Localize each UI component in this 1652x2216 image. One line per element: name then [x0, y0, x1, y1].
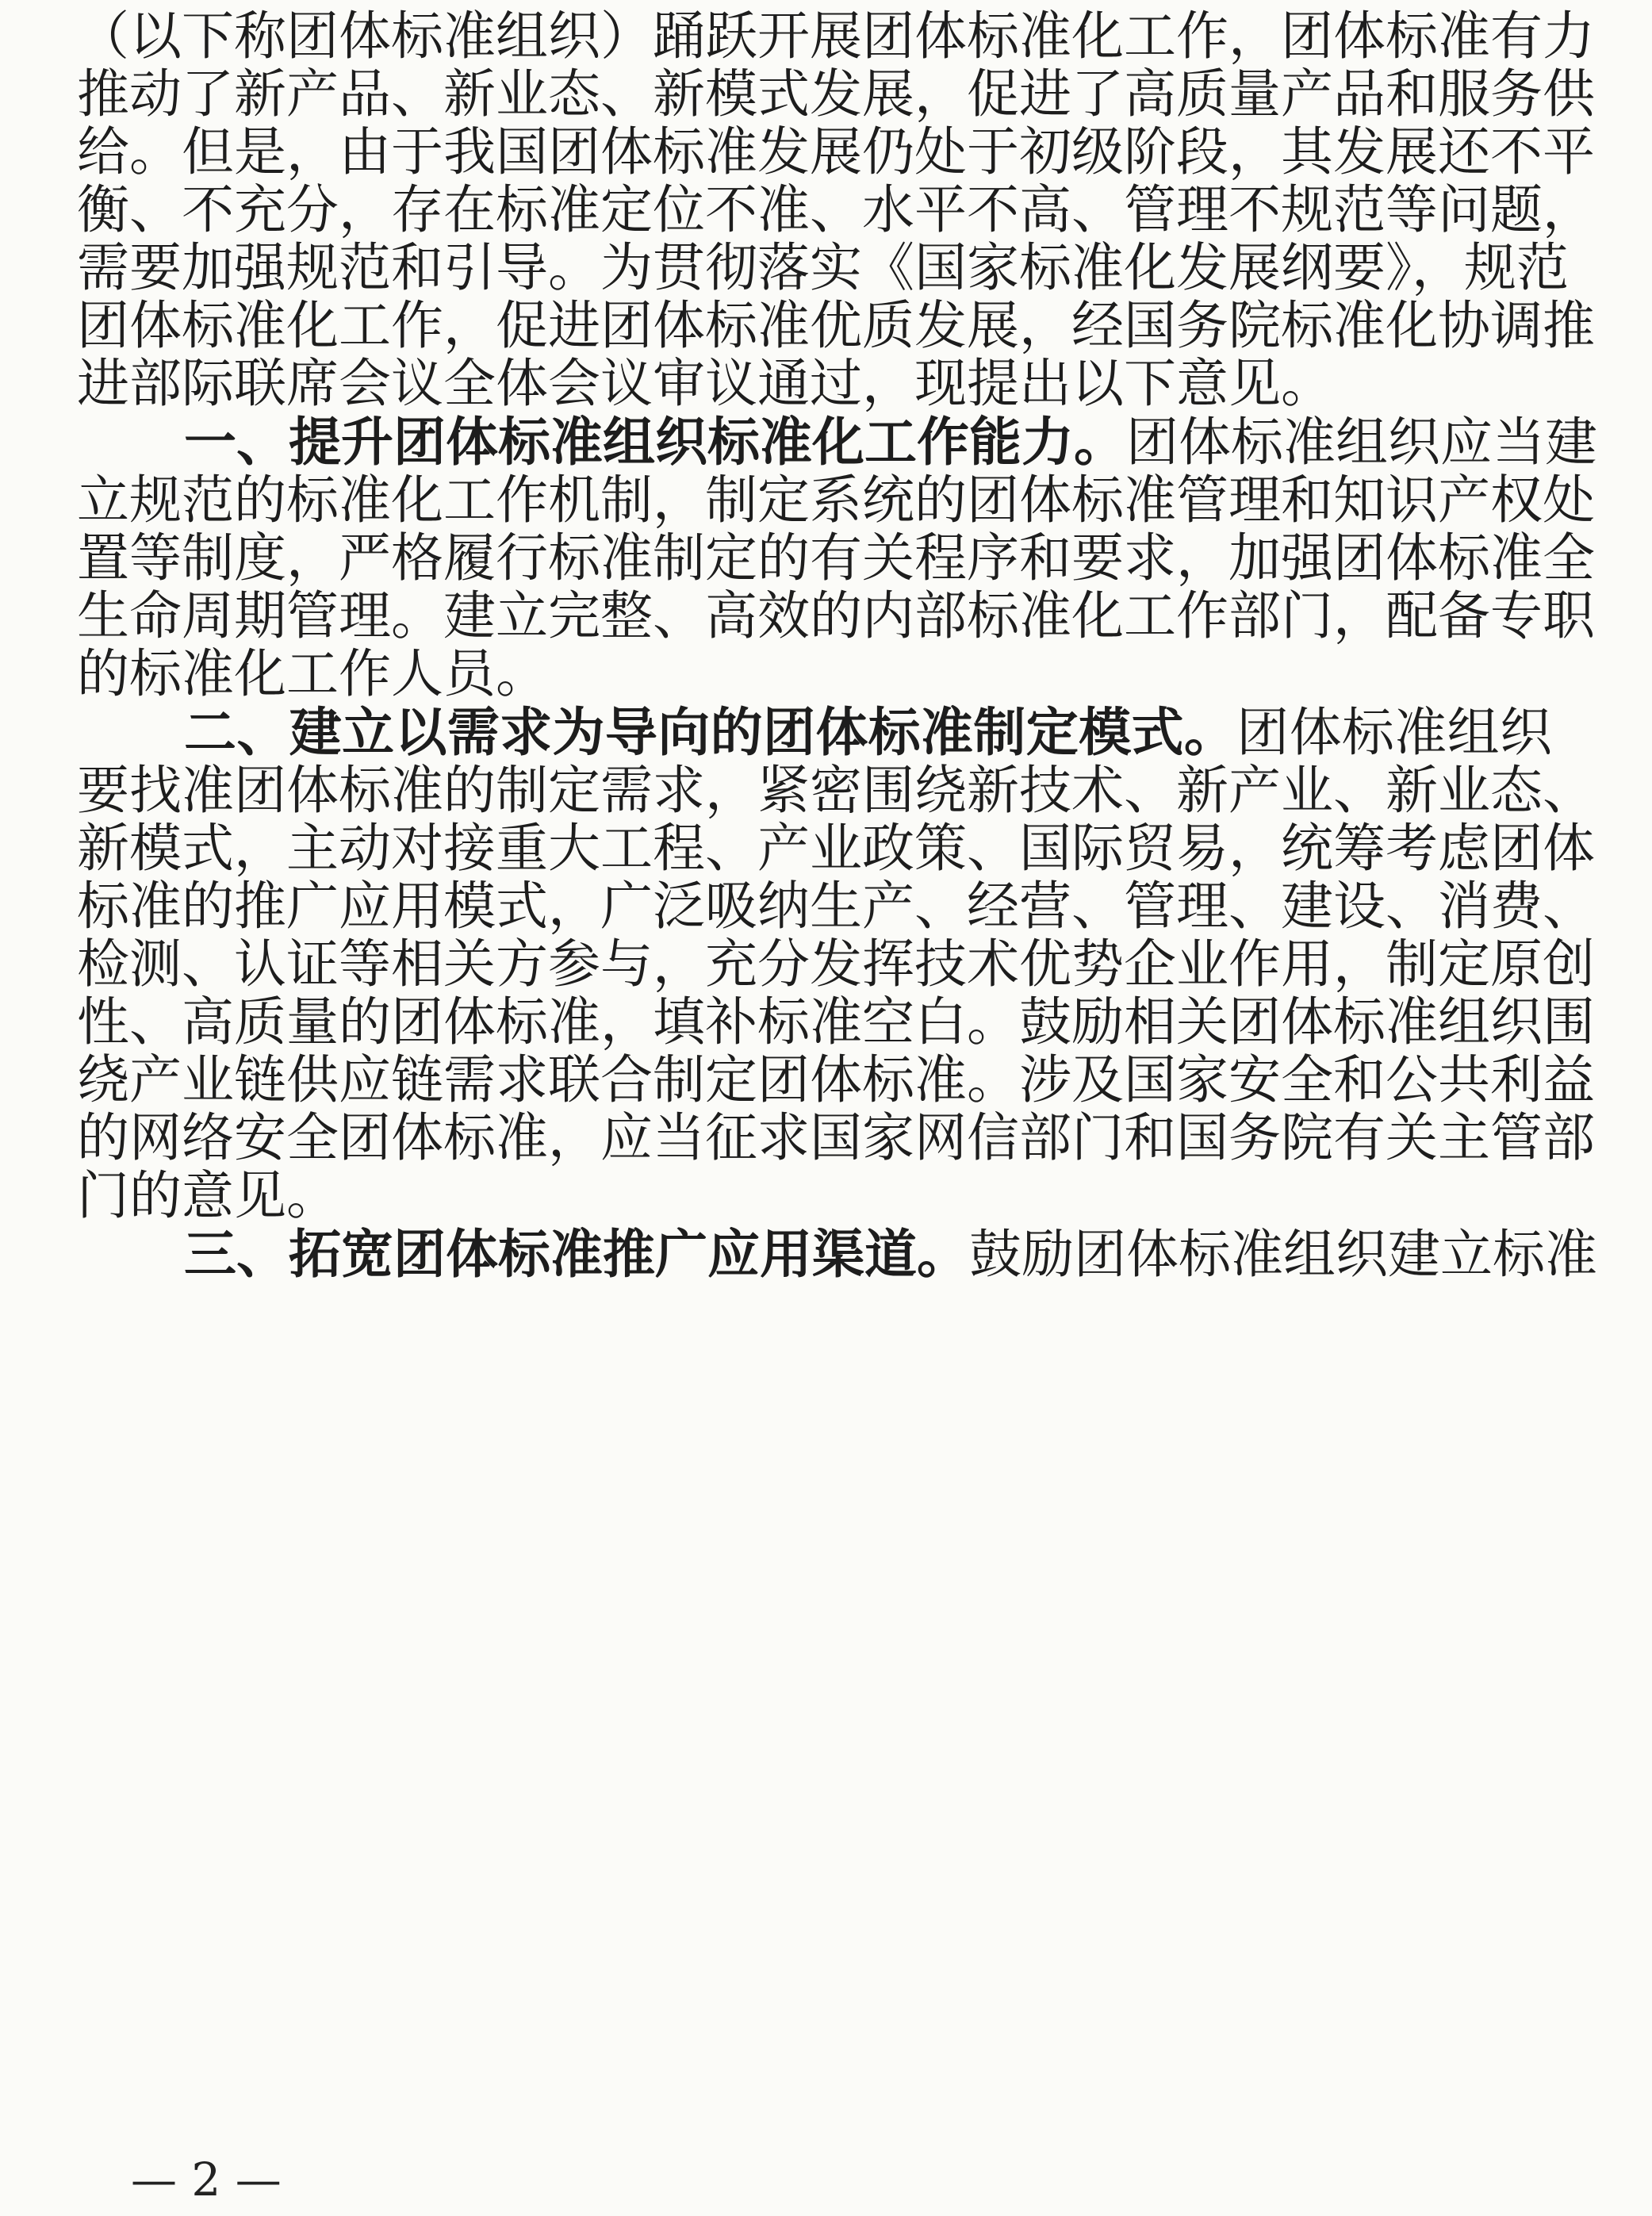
text-line: 进部际联席会议全体会议审议通过，现提出以下意见。: [77, 353, 1333, 414]
section-1-first-line: [184, 411, 1597, 474]
text-line: 绕产业链供应链需求联合制定团体标准。涉及国家安全和公共利益: [77, 1049, 1595, 1110]
section-1-heading: 一、提升团体标准组织标准化工作能力。: [184, 412, 1126, 473]
text-line: 立规范的标准化工作机制，制定系统的团体标准管理和知识产权处: [77, 470, 1595, 531]
text-line: 的网络安全团体标准，应当征求国家网信部门和国务院有关主管部: [77, 1107, 1595, 1168]
section-3-heading: 三、拓宽团体标准推广应用渠道。: [184, 1224, 969, 1285]
text-line: （以下称团体标准组织）踊跃开展团体标准化工作，团体标准有力: [77, 6, 1595, 67]
text-line: 置等制度，严格履行标准制定的有关程序和要求，加强团体标准全: [77, 527, 1595, 589]
text-line: 推动了新产品、新业态、新模式发展，促进了高质量产品和服务供: [77, 63, 1595, 125]
text-line: 要找准团体标准的制定需求，紧密围绕新技术、新产业、新业态、: [77, 760, 1595, 821]
text-line: 需要加强规范和引导。为贯彻落实《国家标准化发展纲要》，规范: [77, 237, 1569, 298]
text-line: 生命周期管理。建立完整、高效的内部标准化工作部门，配备专职: [77, 585, 1595, 646]
text-line: 新模式，主动对接重大工程、产业政策、国际贸易，统筹考虑团体: [77, 818, 1595, 879]
text-line: 团体标准化工作，促进团体标准优质发展，经国务院标准化协调推: [77, 295, 1595, 356]
text-line: 标准的推广应用模式，广泛吸纳生产、经营、管理、建设、消费、: [77, 876, 1595, 937]
text-line: 性、高质量的团体标准，填补标准空白。鼓励相关团体标准组织围: [77, 991, 1595, 1052]
section-2-first-line: [184, 701, 1552, 765]
section-3-text: 鼓励团体标准组织建立标准: [969, 1224, 1597, 1285]
page-number: — 2 —: [131, 2153, 282, 2206]
section-2-text: 团体标准组织: [1236, 702, 1553, 763]
section-1-text: 团体标准组织应当建: [1126, 412, 1597, 473]
text-line: 检测、认证等相关方参与，充分发挥技术优势企业作用，制定原创: [77, 934, 1595, 995]
text-line: 衡、不充分，存在标准定位不准、水平不高、管理不规范等问题，: [77, 179, 1595, 240]
section-3-first-line: [184, 1223, 1597, 1286]
text-line: 的标准化工作人员。: [77, 643, 548, 704]
text-line: 给。但是，由于我国团体标准发展仍处于初级阶段，其发展还不平: [77, 121, 1595, 182]
section-2-heading: 二、建立以需求为导向的团体标准制定模式。: [184, 702, 1237, 763]
text-line: 门的意见。: [77, 1165, 339, 1226]
